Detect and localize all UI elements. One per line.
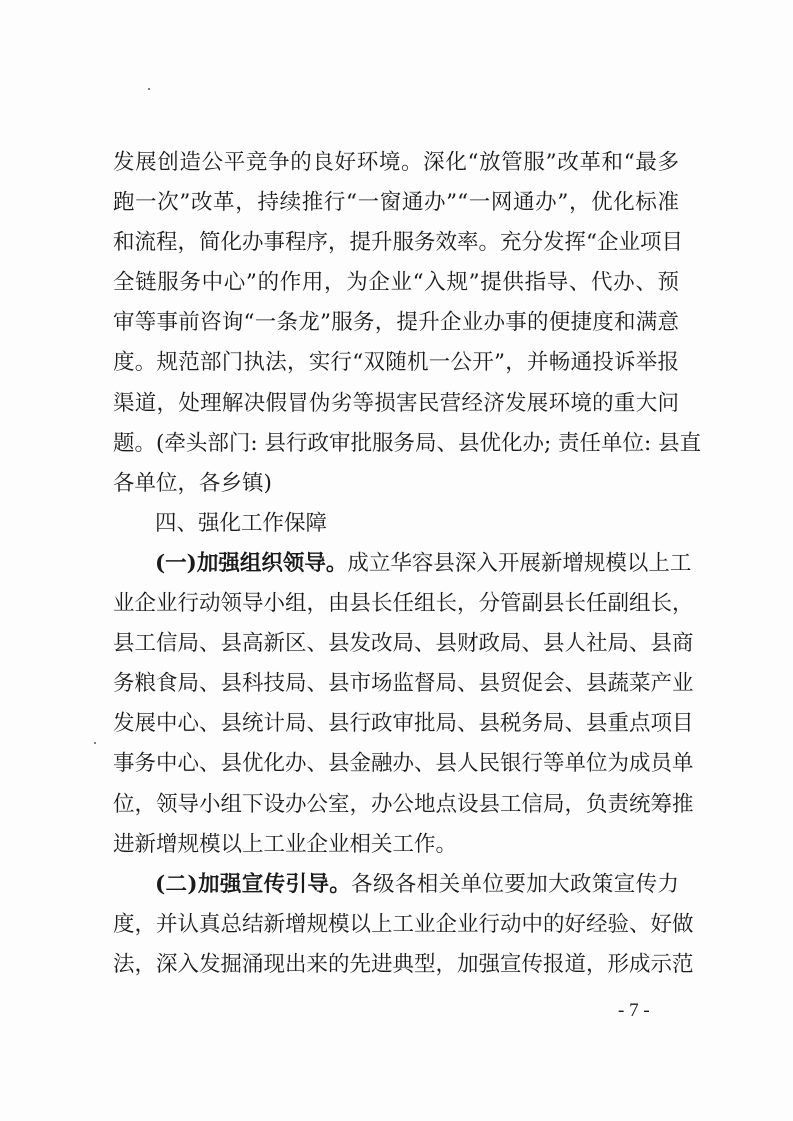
subsection-heading: (一)加强组织领导。 bbox=[155, 550, 348, 576]
paragraph-line: 务粮食局、县科技局、县市场监督局、县贸促会、县蔬菜产业 bbox=[113, 671, 694, 697]
paragraph-line: 进新增规模以上工业企业相关工作。 bbox=[113, 831, 458, 857]
paragraph-line: 和流程，简化办事程序，提升服务效率。充分发挥“企业项目 bbox=[113, 230, 683, 256]
subsection-first-line bbox=[113, 544, 692, 584]
document-body bbox=[113, 143, 702, 985]
paragraph-line: 跑一次”改革，持续推行“一窗通办”“一网通办”，优化标准 bbox=[113, 190, 679, 216]
paragraph-line: 法，深入发掘涌现出来的先进典型，加强宣传报道，形成示范 bbox=[113, 951, 694, 977]
paragraph-line: 审等事前咨询“一条龙”服务，提升企业办事的便捷度和满意 bbox=[113, 310, 679, 336]
subsection-heading: (二)加强宣传引导。 bbox=[155, 871, 352, 897]
subsection-first-line bbox=[113, 865, 679, 905]
subsection-text: 各级各相关单位要加大政策宣传力 bbox=[351, 871, 679, 897]
paragraph-line: 渠道，处理解决假冒伪劣等损害民营经济发展环境的重大问 bbox=[113, 390, 679, 416]
section-heading: 四、强化工作保障 bbox=[155, 510, 328, 536]
scan-speck bbox=[94, 742, 96, 744]
paragraph-line: 发展中心、县统计局、县行政审批局、县税务局、县重点项目 bbox=[113, 711, 694, 737]
paragraph-line: 全链服务中心”的作用，为企业“入规”提供指导、代办、预 bbox=[113, 270, 679, 296]
subsection-text: 成立华容县深入开展新增规模以上工 bbox=[347, 550, 692, 576]
paragraph-line: 各单位，各乡镇) bbox=[113, 470, 272, 496]
paragraph-line: 题。(牵头部门: 县行政审批服务局、县优化办; 责任单位: 县直 bbox=[113, 430, 702, 456]
scan-speck bbox=[148, 88, 150, 90]
paragraph-line: 度。规范部门执法，实行“双随机一公开”，并畅通投诉举报 bbox=[113, 350, 679, 376]
paragraph-line: 度，并认真总结新增规模以上工业企业行动中的好经验、好做 bbox=[113, 911, 694, 937]
paragraph-line: 县工信局、县高新区、县发改局、县财政局、县人社局、县商 bbox=[113, 631, 694, 657]
paragraph-line: 发展创造公平竞争的良好环境。深化“放管服”改革和“最多 bbox=[113, 150, 679, 175]
paragraph-line: 事务中心、县优化办、县金融办、县人民银行等单位为成员单 bbox=[113, 751, 694, 777]
paragraph-line: 位，领导小组下设办公室，办公地点设县工信局，负责统筹推 bbox=[113, 791, 694, 817]
paragraph-line: 业企业行动领导小组，由县长任组长，分管副县长任副组长， bbox=[113, 591, 694, 617]
page-number: - 7 - bbox=[618, 1000, 650, 1021]
